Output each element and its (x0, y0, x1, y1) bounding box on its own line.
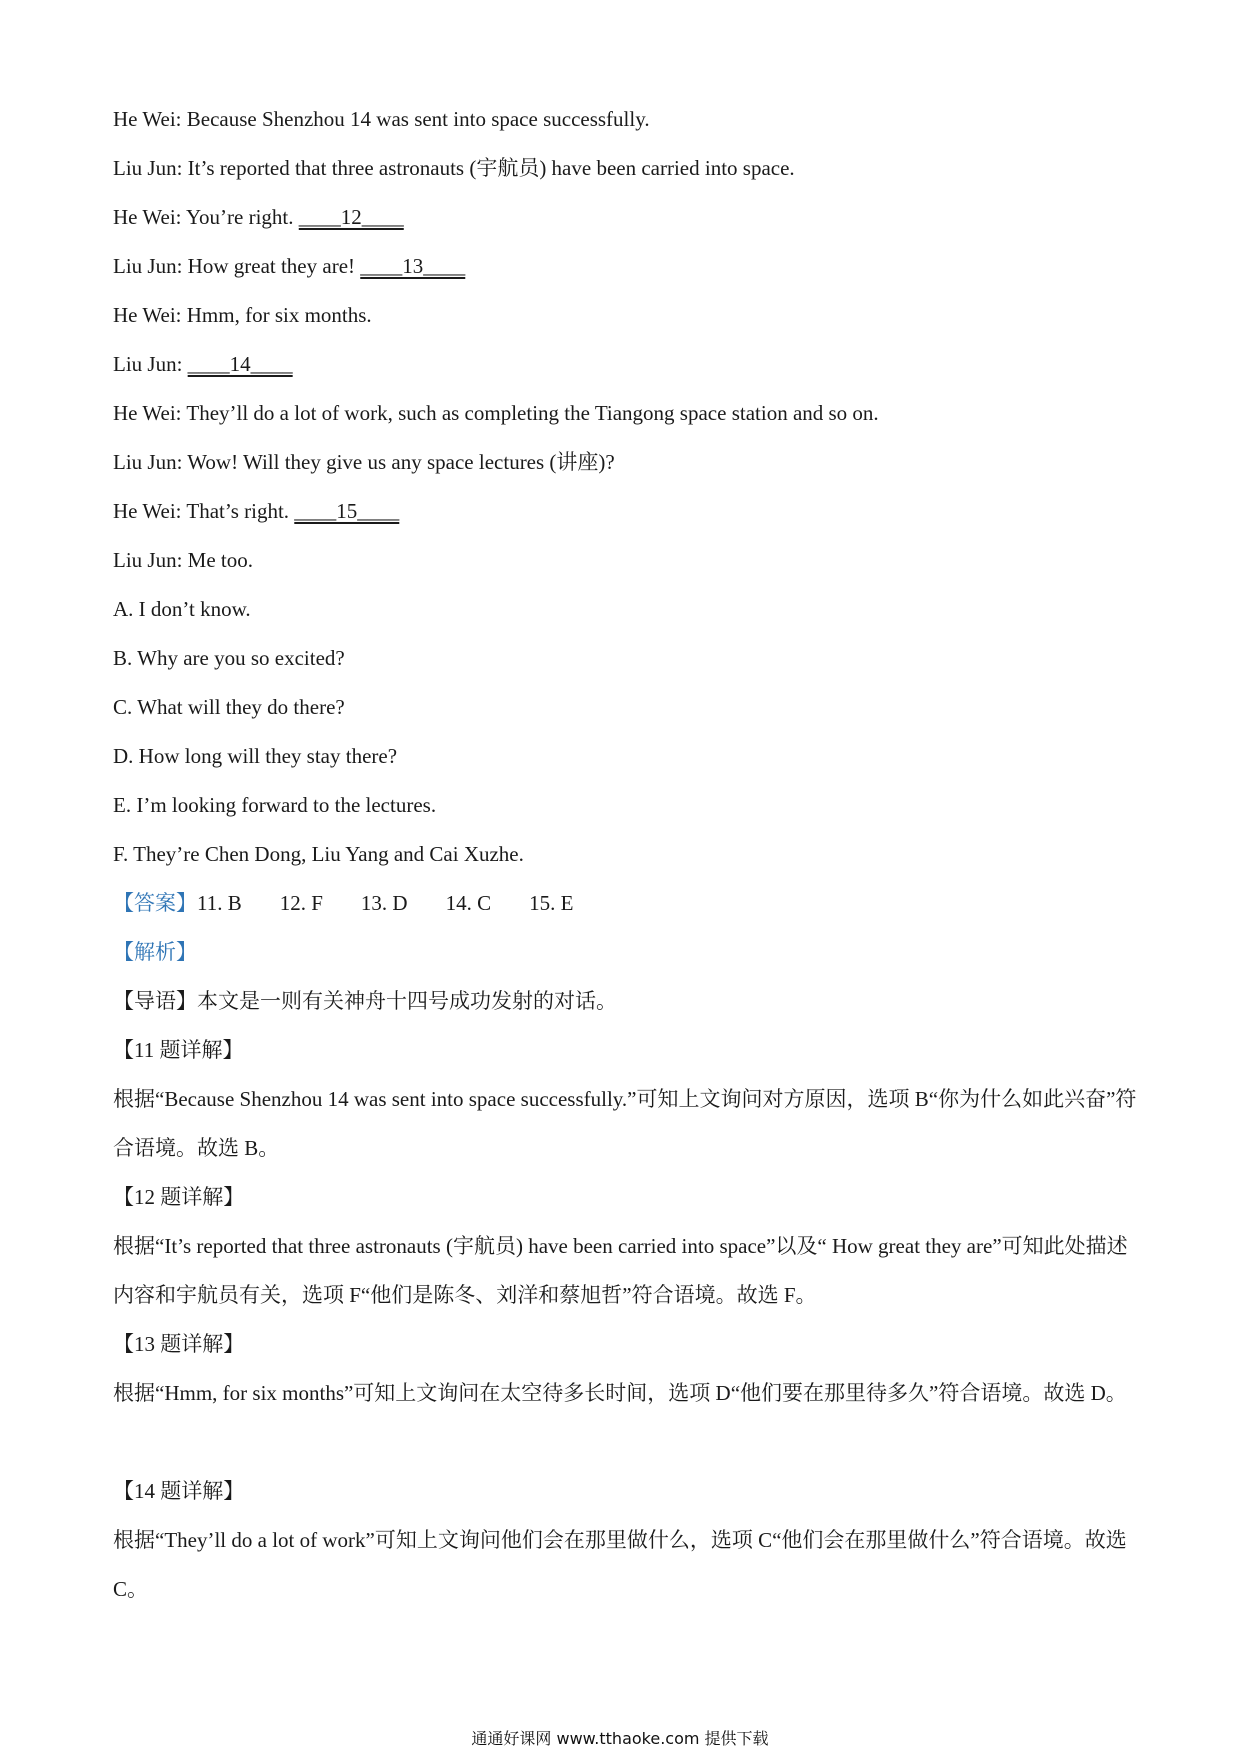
blank-13: ____13____ (360, 254, 466, 278)
blank-14: ____14____ (187, 352, 293, 376)
dialogue-line-7: He Wei: They’ll do a lot of work, such as completing the Tiangong space station and so on. (113, 401, 879, 425)
dialogue-line-5: He Wei: Hmm, for six months. (113, 303, 372, 327)
blank-12: ____12____ (298, 205, 404, 229)
option-c: C. What will they do there? (113, 695, 345, 719)
answer-item: 12. F (279, 891, 323, 915)
option-d: D. How long will they stay there? (113, 744, 398, 768)
explanation-14-body: 根据“They’ll do a lot of work”可知上文询问他们会在那里做什么，选项 C“他们会在那里做什么”符合语境。故选 C。 (113, 1528, 1127, 1601)
explanation-11-body: 根据“Because Shenzhou 14 was sent into space successfully.”可知上文询问对方原因，选项 B“你为什么如此兴奋”符合语境。故选 B。 (113, 1087, 1137, 1160)
explanation-11-heading: 【11 题详解】 (113, 1038, 244, 1062)
explanation-13-body: 根据“Hmm, for six months”可知上文询问在太空待多长时间，选项 D“他们要在那里待多久”符合语境。故选 D。 (113, 1381, 1127, 1405)
option-b: B. Why are you so excited? (113, 646, 345, 670)
page-footer: 通通好课网 www.tthaoke.com 提供下载 (471, 1729, 769, 1748)
dialogue-line-6: Liu Jun: ____14____ (113, 352, 293, 376)
dialogue-line-10: Liu Jun: Me too. (113, 548, 253, 572)
analysis-tag: 【解析】 (113, 940, 197, 964)
dialogue-line-8: Liu Jun: Wow! Will they give us any space lectures (讲座)? (113, 450, 615, 474)
dialogue-line-9: He Wei: That’s right. ____15____ (113, 499, 400, 523)
option-a: A. I don’t know. (113, 597, 251, 621)
answer-item: 11. B (197, 891, 242, 915)
option-e: E. I’m looking forward to the lectures. (113, 793, 437, 817)
dialogue-line-1: He Wei: Because Shenzhou 14 was sent into space successfully. (113, 107, 650, 131)
option-f: F. They’re Chen Dong, Liu Yang and Cai Xuzhe. (113, 842, 524, 866)
answer-line (113, 888, 1140, 918)
intro-text: 【导语】本文是一则有关神舟十四号成功发射的对话。 (113, 989, 617, 1013)
explanation-14-heading: 【14 题详解】 (113, 1479, 245, 1503)
explanation-12-body: 根据“It’s reported that three astronauts (宇航员) have been carried into space”以及“ How great they are”可知此处描述内容和宇航员有关，选项 F“他们是陈冬、刘洋和蔡旭哲”符合语境。故选 F。 (113, 1234, 1128, 1307)
answer-item: 14. C (445, 891, 492, 915)
answer-item: 13. D (360, 891, 408, 915)
explanation-13-heading: 【13 题详解】 (113, 1332, 245, 1356)
dialogue-line-4: Liu Jun: How great they are! ____13____ (113, 254, 466, 278)
dialogue-line-3: He Wei: You’re right. ____12____ (113, 205, 404, 229)
answer-item: 15. E (529, 891, 574, 915)
dialogue-line-2: Liu Jun: It’s reported that three astronauts (宇航员) have been carried into space. (113, 156, 795, 180)
blank-15: ____15____ (294, 499, 400, 523)
explanation-12-heading: 【12 题详解】 (113, 1185, 245, 1209)
answer-tag: 【答案】 (113, 891, 197, 915)
